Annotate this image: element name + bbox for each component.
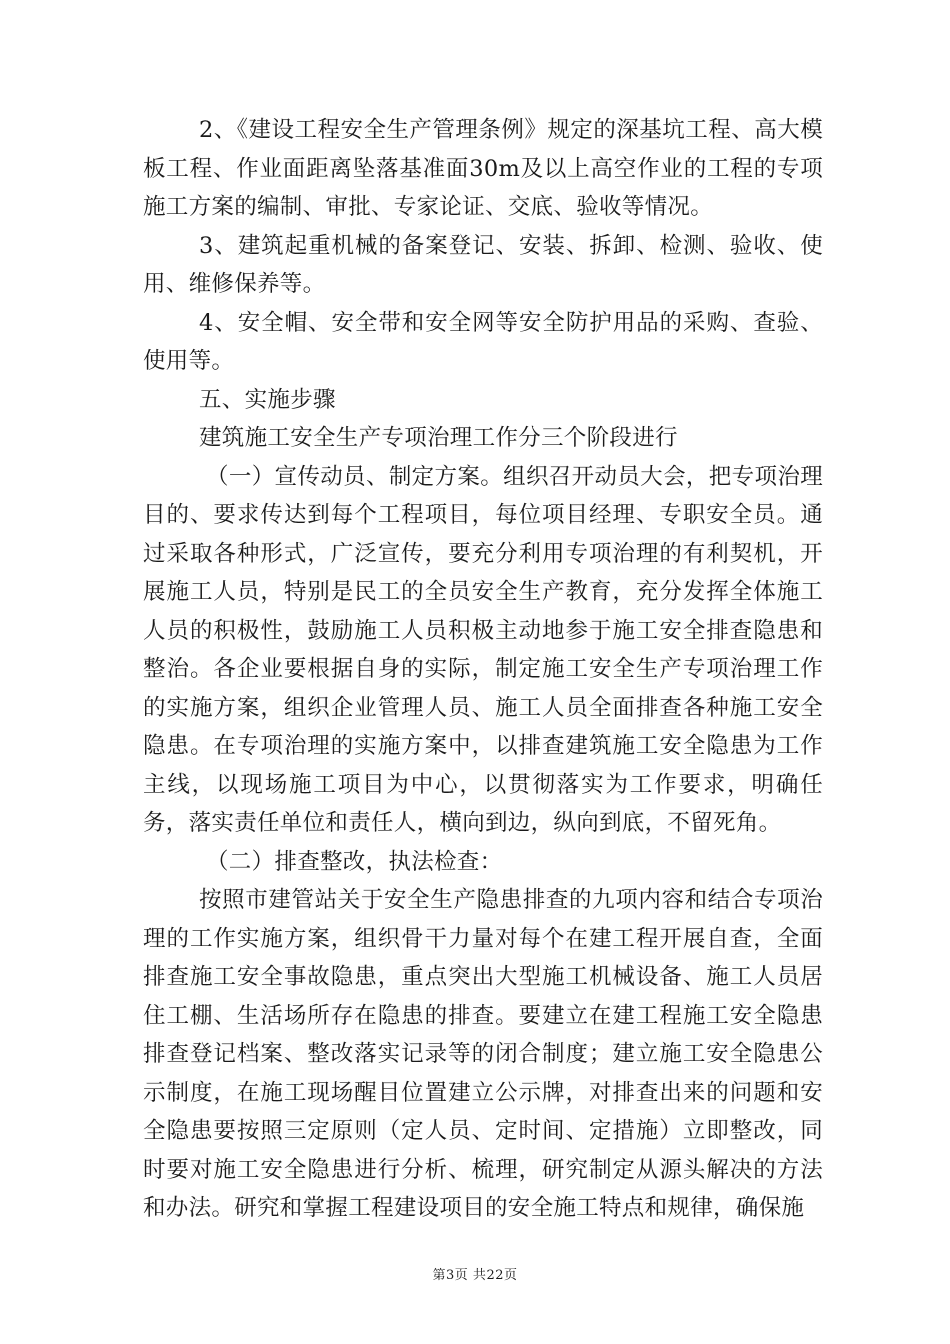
page-footer bbox=[0, 1267, 950, 1285]
footer-prefix: 第 bbox=[432, 1268, 447, 1283]
footer-total-pages: 22 bbox=[486, 1268, 504, 1283]
paragraph-item-4: 4、安全帽、安全带和安全网等安全防护用品的采购、查验、使用等。 bbox=[143, 309, 823, 374]
footer-suffix: 页 bbox=[503, 1268, 518, 1283]
paragraph-item-2: 2、《建设工程安全生产管理条例》规定的深基坑工程、高大模板工程、作业面距离坠落基准面30m及以上高空作业的工程的专项施工方案的编制、审批、专家论证、交底、验收等情况。 bbox=[143, 117, 823, 220]
paragraph-item-3: 3、建筑起重机械的备案登记、安装、拆卸、检测、验收、使用、维修保养等。 bbox=[143, 232, 823, 297]
footer-middle: 页 共 bbox=[454, 1268, 487, 1283]
document-body bbox=[143, 111, 823, 1228]
paragraph-intro: 建筑施工安全生产专项治理工作分三个阶段进行 bbox=[199, 425, 678, 451]
footer-current-page: 3 bbox=[446, 1268, 455, 1283]
section-heading: 五、实施步骤 bbox=[199, 386, 336, 413]
paragraph-stage-two: 按照市建管站关于安全生产隐患排查的九项内容和结合专项治理的工作实施方案，组织骨干力量对每个在建工程开展自查，全面排查施工安全事故隐患，重点突出大型施工机械设备、施工人员居住工棚、生活场所存在隐患的排查。要建立在建工程施工安全隐患排查登记档案、整改落实记录等的闭合制度；建立施工安全隐患公示制度，在施工现场醒目位置建立公示牌，对排查出来的问题和安全隐患要按照三定原则（定人员、定时间、定措施）立即整改，同时要对施工安全隐患进行分析、梳理，研究制定从源头解决的方法和办法。研究和掌握工程建设项目的安全施工特点和规律，确保施 bbox=[143, 887, 823, 1221]
subheading-stage-two: （二）排查整改，执法检查： bbox=[206, 848, 503, 875]
paragraph-stage-one: （一）宣传动员、制定方案。组织召开动员大会，把专项治理目的、要求传达到每个工程项目，每位项目经理、专职安全员。通过采取各种形式，广泛宣传，要充分利用专项治理的有利契机，开展施工人员，特别是民工的全员安全生产教育，充分发挥全体施工人员的积极性，鼓励施工人员积极主动地参于施工安全排查隐患和整治。各企业要根据自身的实际，制定施工安全生产专项治理工作的实施方案，组织企业管理人员、施工人员全面排查各种施工安全隐患。在专项治理的实施方案中，以排查建筑施工安全隐患为工作主线，以现场施工项目为中心，以贯彻落实为工作要求，明确任务，落实责任单位和责任人，横向到边，纵向到底，不留死角。 bbox=[143, 463, 823, 836]
